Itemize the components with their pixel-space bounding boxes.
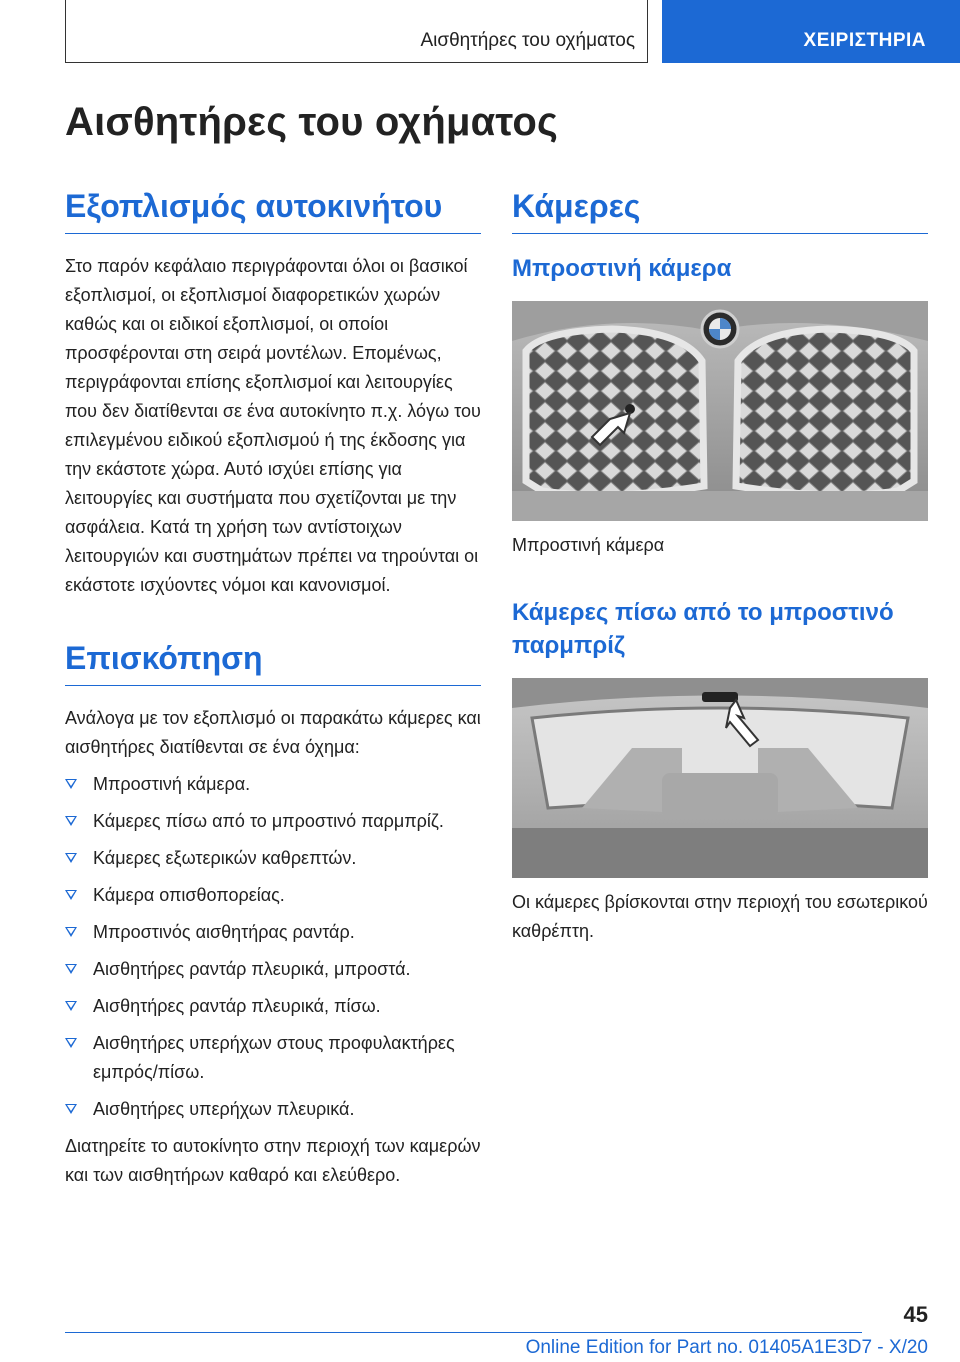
cameras-heading: Κάμερες	[512, 188, 928, 234]
bullet-triangle-icon	[65, 779, 77, 789]
header-section-title: Αισθητήρες του οχήματος	[420, 30, 635, 51]
list-item: Αισθητήρες ραντάρ πλευρικά, μπροστά.	[65, 955, 481, 984]
sensor-list	[65, 770, 481, 1124]
bullet-triangle-icon	[65, 853, 77, 863]
bullet-triangle-icon	[65, 1104, 77, 1114]
list-item: Αισθητήρες ραντάρ πλευρικά, πίσω.	[65, 992, 481, 1021]
right-column	[512, 188, 928, 982]
list-item: Αισθητήρες υπερήχων πλευρικά.	[65, 1095, 481, 1124]
footer-divider	[65, 1332, 862, 1333]
page-title: Αισθητήρες του οχήματος	[65, 100, 558, 144]
windshield-cameras-photo	[512, 678, 928, 878]
windshield-cameras-heading: Κάμερες πίσω από το μπροστινό παρμπρίζ	[512, 599, 894, 659]
header-chapter-tab[interactable]: ΧΕΙΡΙΣΤΗΡΙΑ	[662, 0, 960, 63]
bullet-triangle-icon	[65, 1038, 77, 1048]
footer-edition: Online Edition for Part no. 01405A1E3D7 - X/20	[525, 1337, 928, 1358]
overview-intro: Ανάλογα με τον εξοπλισμό οι παρακάτω κάμερες και αισθητήρες διατίθενται σε ένα όχημα:	[65, 708, 481, 757]
front-camera-caption: Μπροστινή κάμερα	[512, 535, 665, 555]
front-camera-heading: Μπροστινή κάμερα	[512, 255, 732, 282]
left-column	[65, 188, 481, 1190]
bullet-triangle-icon	[65, 816, 77, 826]
equipment-heading: Εξοπλισμός αυτοκινήτου	[65, 188, 481, 234]
overview-heading: Επισκόπηση	[65, 640, 481, 686]
bullet-triangle-icon	[65, 964, 77, 974]
windshield-cameras-caption: Οι κάμερες βρίσκονται στην περιοχή του εσωτερικού καθρέπτη.	[512, 892, 928, 941]
list-item: Κάμερες πίσω από το μπροστινό παρμπρίζ.	[65, 807, 481, 836]
bullet-triangle-icon	[65, 927, 77, 937]
list-item: Μπροστινή κάμερα.	[65, 770, 481, 799]
front-camera-photo	[512, 301, 928, 521]
list-item: Κάμερες εξωτερικών καθρεπτών.	[65, 844, 481, 873]
bullet-triangle-icon	[65, 890, 77, 900]
bullet-triangle-icon	[65, 1001, 77, 1011]
list-item: Κάμερα οπισθοπορείας.	[65, 881, 481, 910]
equipment-text: Στο παρόν κεφάλαιο περιγράφονται όλοι οι βασικοί εξοπλισμοί, οι εξοπλισμοί διαφορετικών χωρών καθώς και οι ειδικοί εξοπλισμοί, οι οποίοι προσφέρονται στη σειρά μοντέλων. Επομένως, περιγράφονται επίσης εξοπλισμοί και λειτουργίες που δεν διατίθενται σε ένα αυτοκίνητο π.χ. λόγω του επιλεγμένου ειδικού εξοπλισμού ή της έκδοσης για την εκάστοτε χώρα. Αυτό ισχύει επίσης για λειτουργίες και συστήματα που σχετίζονται με την ασφάλεια. Κατά τη χρήση των αντίστοιχων λειτουργιών και συστημάτων πρέπει να τηρούνται οι εκάστοτε ισχύοντες νόμοι και κανονισμοί.	[65, 256, 481, 595]
list-item: Αισθητήρες υπερήχων στους προφυλακτήρες εμπρός/πίσω.	[65, 1029, 481, 1087]
overview-outro: Διατηρείτε το αυτοκίνητο στην περιοχή των καμερών και των αισθητήρων καθαρό και ελεύθερο.	[65, 1136, 481, 1185]
list-item: Μπροστινός αισθητήρας ραντάρ.	[65, 918, 481, 947]
page-number: 45	[903, 1302, 928, 1327]
